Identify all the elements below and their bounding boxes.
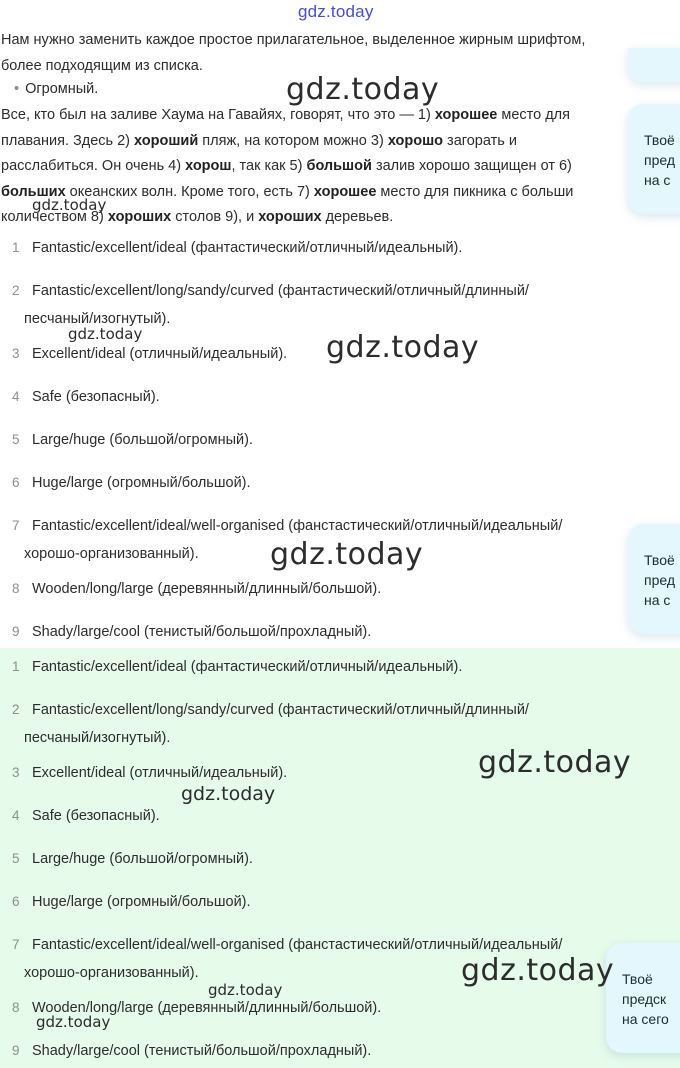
- text-fragment: место для пикника с больши: [376, 184, 574, 200]
- item-number: 8: [12, 581, 20, 596]
- item-number: 9: [12, 624, 20, 639]
- item-number: 9: [12, 1043, 20, 1058]
- watermark: gdz.today: [208, 981, 283, 999]
- item-number: 2: [12, 283, 20, 298]
- item-number: 8: [12, 1000, 20, 1015]
- answer-text: песчаный/изогнутый).: [24, 311, 171, 327]
- answer-text: Fantastic/excellent/ideal/well-organised (фанстастический/отличный/идеальный/: [32, 518, 563, 534]
- bubble-text: предск: [622, 991, 667, 1007]
- answer-text: Fantastic/excellent/ideal (фантастический/отличный/идеальный).: [32, 240, 463, 256]
- chat-bubble-partial[interactable]: [628, 48, 680, 82]
- item-number: 1: [12, 240, 20, 255]
- text-fragment: пляж, на котором можно 3): [198, 133, 388, 149]
- bold-adjective: хорошее: [313, 184, 377, 200]
- text-fragment: количеством 8): [1, 209, 108, 225]
- answer-text: Shady/large/cool (тенистый/большой/прохладный).: [32, 1043, 372, 1059]
- paragraph-line-3: [1, 156, 572, 176]
- watermark: gdz.today: [270, 537, 424, 572]
- bold-adjective: хороших: [258, 209, 322, 225]
- watermark: gdz.today: [36, 1013, 111, 1031]
- bold-adjective: хороших: [107, 209, 172, 225]
- text-fragment: расслабиться. Он очень 4): [1, 158, 186, 174]
- watermark: gdz.today: [326, 330, 480, 365]
- answer-text: Large/huge (большой/огромный).: [32, 851, 253, 867]
- bubble-text: пред: [644, 152, 676, 168]
- bubble-text: Твоё: [622, 971, 653, 987]
- item-number: 6: [12, 894, 20, 909]
- watermark: gdz.today: [181, 783, 276, 805]
- answer-text: Large/huge (большой/огромный).: [32, 432, 253, 448]
- answer-text: Wooden/long/large (деревянный/длинный/большой).: [32, 1000, 382, 1016]
- answer-text: песчаный/изогнутый).: [24, 730, 171, 746]
- bold-adjective: хорошее: [434, 107, 498, 123]
- item-number: 4: [12, 389, 20, 404]
- answer-text: Huge/large (огромный/большой).: [32, 475, 251, 491]
- item-number: 5: [12, 432, 20, 447]
- watermark: gdz.today: [32, 196, 107, 214]
- answer-text: Fantastic/excellent/long/sandy/curved (фантастический/отличный/длинный/: [32, 702, 529, 718]
- item-number: 4: [12, 808, 20, 823]
- text-fragment: столов 9), и: [171, 209, 259, 225]
- item-number: 1: [12, 659, 20, 674]
- paragraph-line-1: [1, 105, 570, 125]
- text-fragment: плавания. Здесь 2): [1, 133, 135, 149]
- instruction-line-2: более подходящим из списка.: [1, 58, 203, 74]
- chat-bubble[interactable]: [606, 943, 680, 1053]
- chat-bubble[interactable]: [628, 104, 680, 214]
- answer-text: Excellent/ideal (отличный/идеальный).: [32, 346, 288, 362]
- chat-bubble[interactable]: [628, 524, 680, 634]
- answer-text: Fantastic/excellent/long/sandy/curved (фантастический/отличный/длинный/: [32, 283, 529, 299]
- text-fragment: место для: [497, 107, 570, 123]
- answer-text: хорошо-организованный).: [24, 546, 199, 562]
- item-number: 3: [12, 346, 20, 361]
- text-fragment: , так как 5): [231, 158, 307, 174]
- answer-text: Fantastic/excellent/ideal/well-organised (фанстастический/отличный/идеальный/: [32, 937, 563, 953]
- bubble-text: пред: [644, 572, 676, 588]
- bold-adjective: хороший: [134, 133, 199, 149]
- top-watermark: gdz.today: [298, 2, 374, 21]
- watermark: gdz.today: [461, 953, 615, 988]
- bubble-text: на с: [644, 172, 671, 188]
- answer-text: Excellent/ideal (отличный/идеальный).: [32, 765, 288, 781]
- item-number: 7: [12, 518, 20, 533]
- bubble-text: на с: [644, 592, 671, 608]
- item-number: 3: [12, 765, 20, 780]
- text-fragment: Все, кто был на заливе Хаума на Гавайях, говорят, что это — 1): [1, 107, 435, 123]
- text-fragment: загорать и: [443, 133, 517, 149]
- watermark: gdz.today: [68, 325, 143, 343]
- bold-adjective: хорошо: [387, 133, 444, 149]
- answer-text: Safe (безопасный).: [32, 389, 160, 405]
- option-item: • Огромный.: [14, 79, 98, 99]
- answer-text: Safe (безопасный).: [32, 808, 160, 824]
- answer-text: Wooden/long/large (деревянный/длинный/большой).: [32, 581, 382, 597]
- text-fragment: залив хорошо защищен от 6): [371, 158, 572, 174]
- item-number: 5: [12, 851, 20, 866]
- answer-text: Shady/large/cool (тенистый/большой/прохладный).: [32, 624, 372, 640]
- bubble-text: Твоё: [644, 552, 675, 568]
- watermark: gdz.today: [286, 72, 440, 107]
- answer-text: Huge/large (огромный/большой).: [32, 894, 251, 910]
- bubble-text: на сего: [622, 1011, 669, 1027]
- bold-adjective: большой: [306, 158, 372, 174]
- bold-adjective: больших: [1, 184, 66, 200]
- instruction-line-1: Нам нужно заменить каждое простое прилагательное, выделенное жирным шрифтом,: [1, 32, 586, 48]
- item-number: 7: [12, 937, 20, 952]
- bubble-text: Твоё: [644, 132, 675, 148]
- answer-text: хорошо-организованный).: [24, 965, 199, 981]
- watermark: gdz.today: [478, 745, 632, 780]
- answer-text: Fantastic/excellent/ideal (фантастический/отличный/идеальный).: [32, 659, 463, 675]
- bold-adjective: хорош: [185, 158, 232, 174]
- text-fragment: океанских волн. Кроме того, есть 7): [65, 184, 314, 200]
- text-fragment: деревьев.: [321, 209, 394, 225]
- item-number: 2: [12, 702, 20, 717]
- item-number: 6: [12, 475, 20, 490]
- paragraph-line-2: [1, 131, 517, 151]
